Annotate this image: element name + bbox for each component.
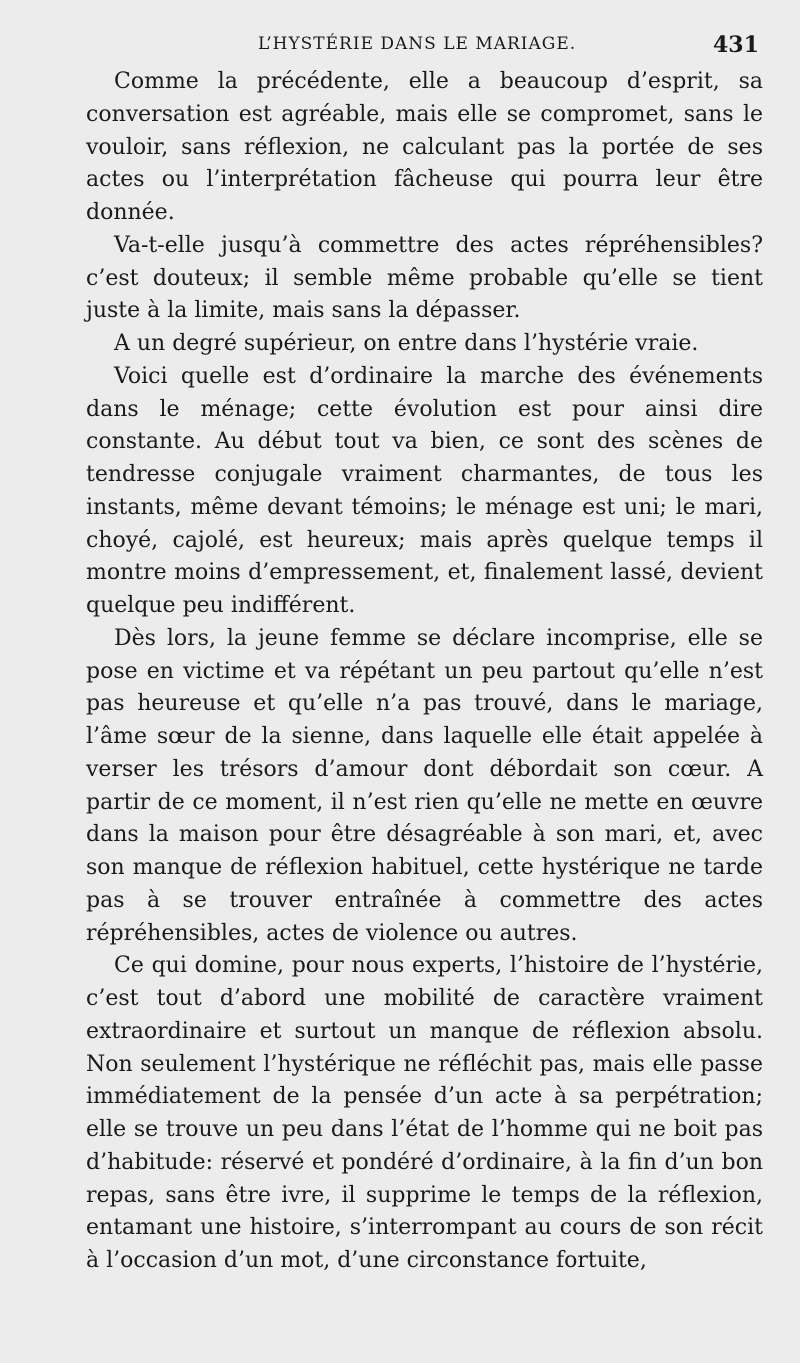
page-number: 431 xyxy=(713,32,759,58)
running-head: L’HYSTÉRIE DANS LE MARIAGE. xyxy=(258,34,577,54)
paragraph-3: A un degré supérieur, on entre dans l’hystérie vraie. xyxy=(114,331,699,356)
paragraph-2: Va-t-elle jusqu’à commettre des actes répréhensibles? c’est douteux; il semble même probable qu’elle se tient juste à la limite, mais sans la dépasser. xyxy=(86,232,763,324)
paragraph-4: Voici quelle est d’ordinaire la marche des événements dans le ménage; cette évolution est pour ainsi dire constante. Au début tout va bien, ce sont des scènes de tendresse conjugale vraiment charmantes, de tous les instants, même devant témoins; le ménage est uni; le mari, choyé, cajolé, est heureux; mais après quelque temps il montre moins d’empressement, et, finalement lassé, devient quelque peu indifférent. xyxy=(86,363,763,618)
paragraph-1: Comme la précédente, elle a beaucoup d’esprit, sa conversation est agréable, mais elle se compromet, sans le vouloir, sans réflexion, ne calculant pas la portée de ses actes ou l’interprétation fâcheuse qui pourra leur être donnée. xyxy=(86,69,763,225)
paragraph-5: Dès lors, la jeune femme se déclare incomprise, elle se pose en victime et va répétant un peu partout qu’elle n’est pas heureuse et qu’elle n’a pas trouvé, dans le mariage, l’âme sœur de la sienne, dans laquelle elle était appelée à verser les trésors d’amour dont débordait son cœur. A partir de ce moment, il n’est rien qu’elle ne mette en œuvre dans la maison pour être désagréable à son mari, et, avec son manque de réflexion habituel, cette hystérique ne tarde pas à se trouver entraînée à commettre des actes répréhensibles, actes de violence ou autres. xyxy=(86,625,763,946)
paragraph-6: Ce qui domine, pour nous experts, l’histoire de l’hystérie, c’est tout d’abord une mobilité de caractère vraiment extraordinaire et surtout un manque de réflexion absolu. Non seulement l’hystérique ne réfléchit pas, mais elle passe immédiatement de la pensée d’un acte à sa perpétration; elle se trouve un peu dans l’état de l’homme qui ne boit pas d’habitude: réservé et pondéré d’ordinaire, à la fin d’un bon repas, sans être ivre, il supprime le temps de la réflexion, entamant une histoire, s’interrompant au cours de son récit à l’occasion d’un mot, d’une circonstance fortuite, xyxy=(86,953,763,1273)
body-text xyxy=(86,66,763,1278)
